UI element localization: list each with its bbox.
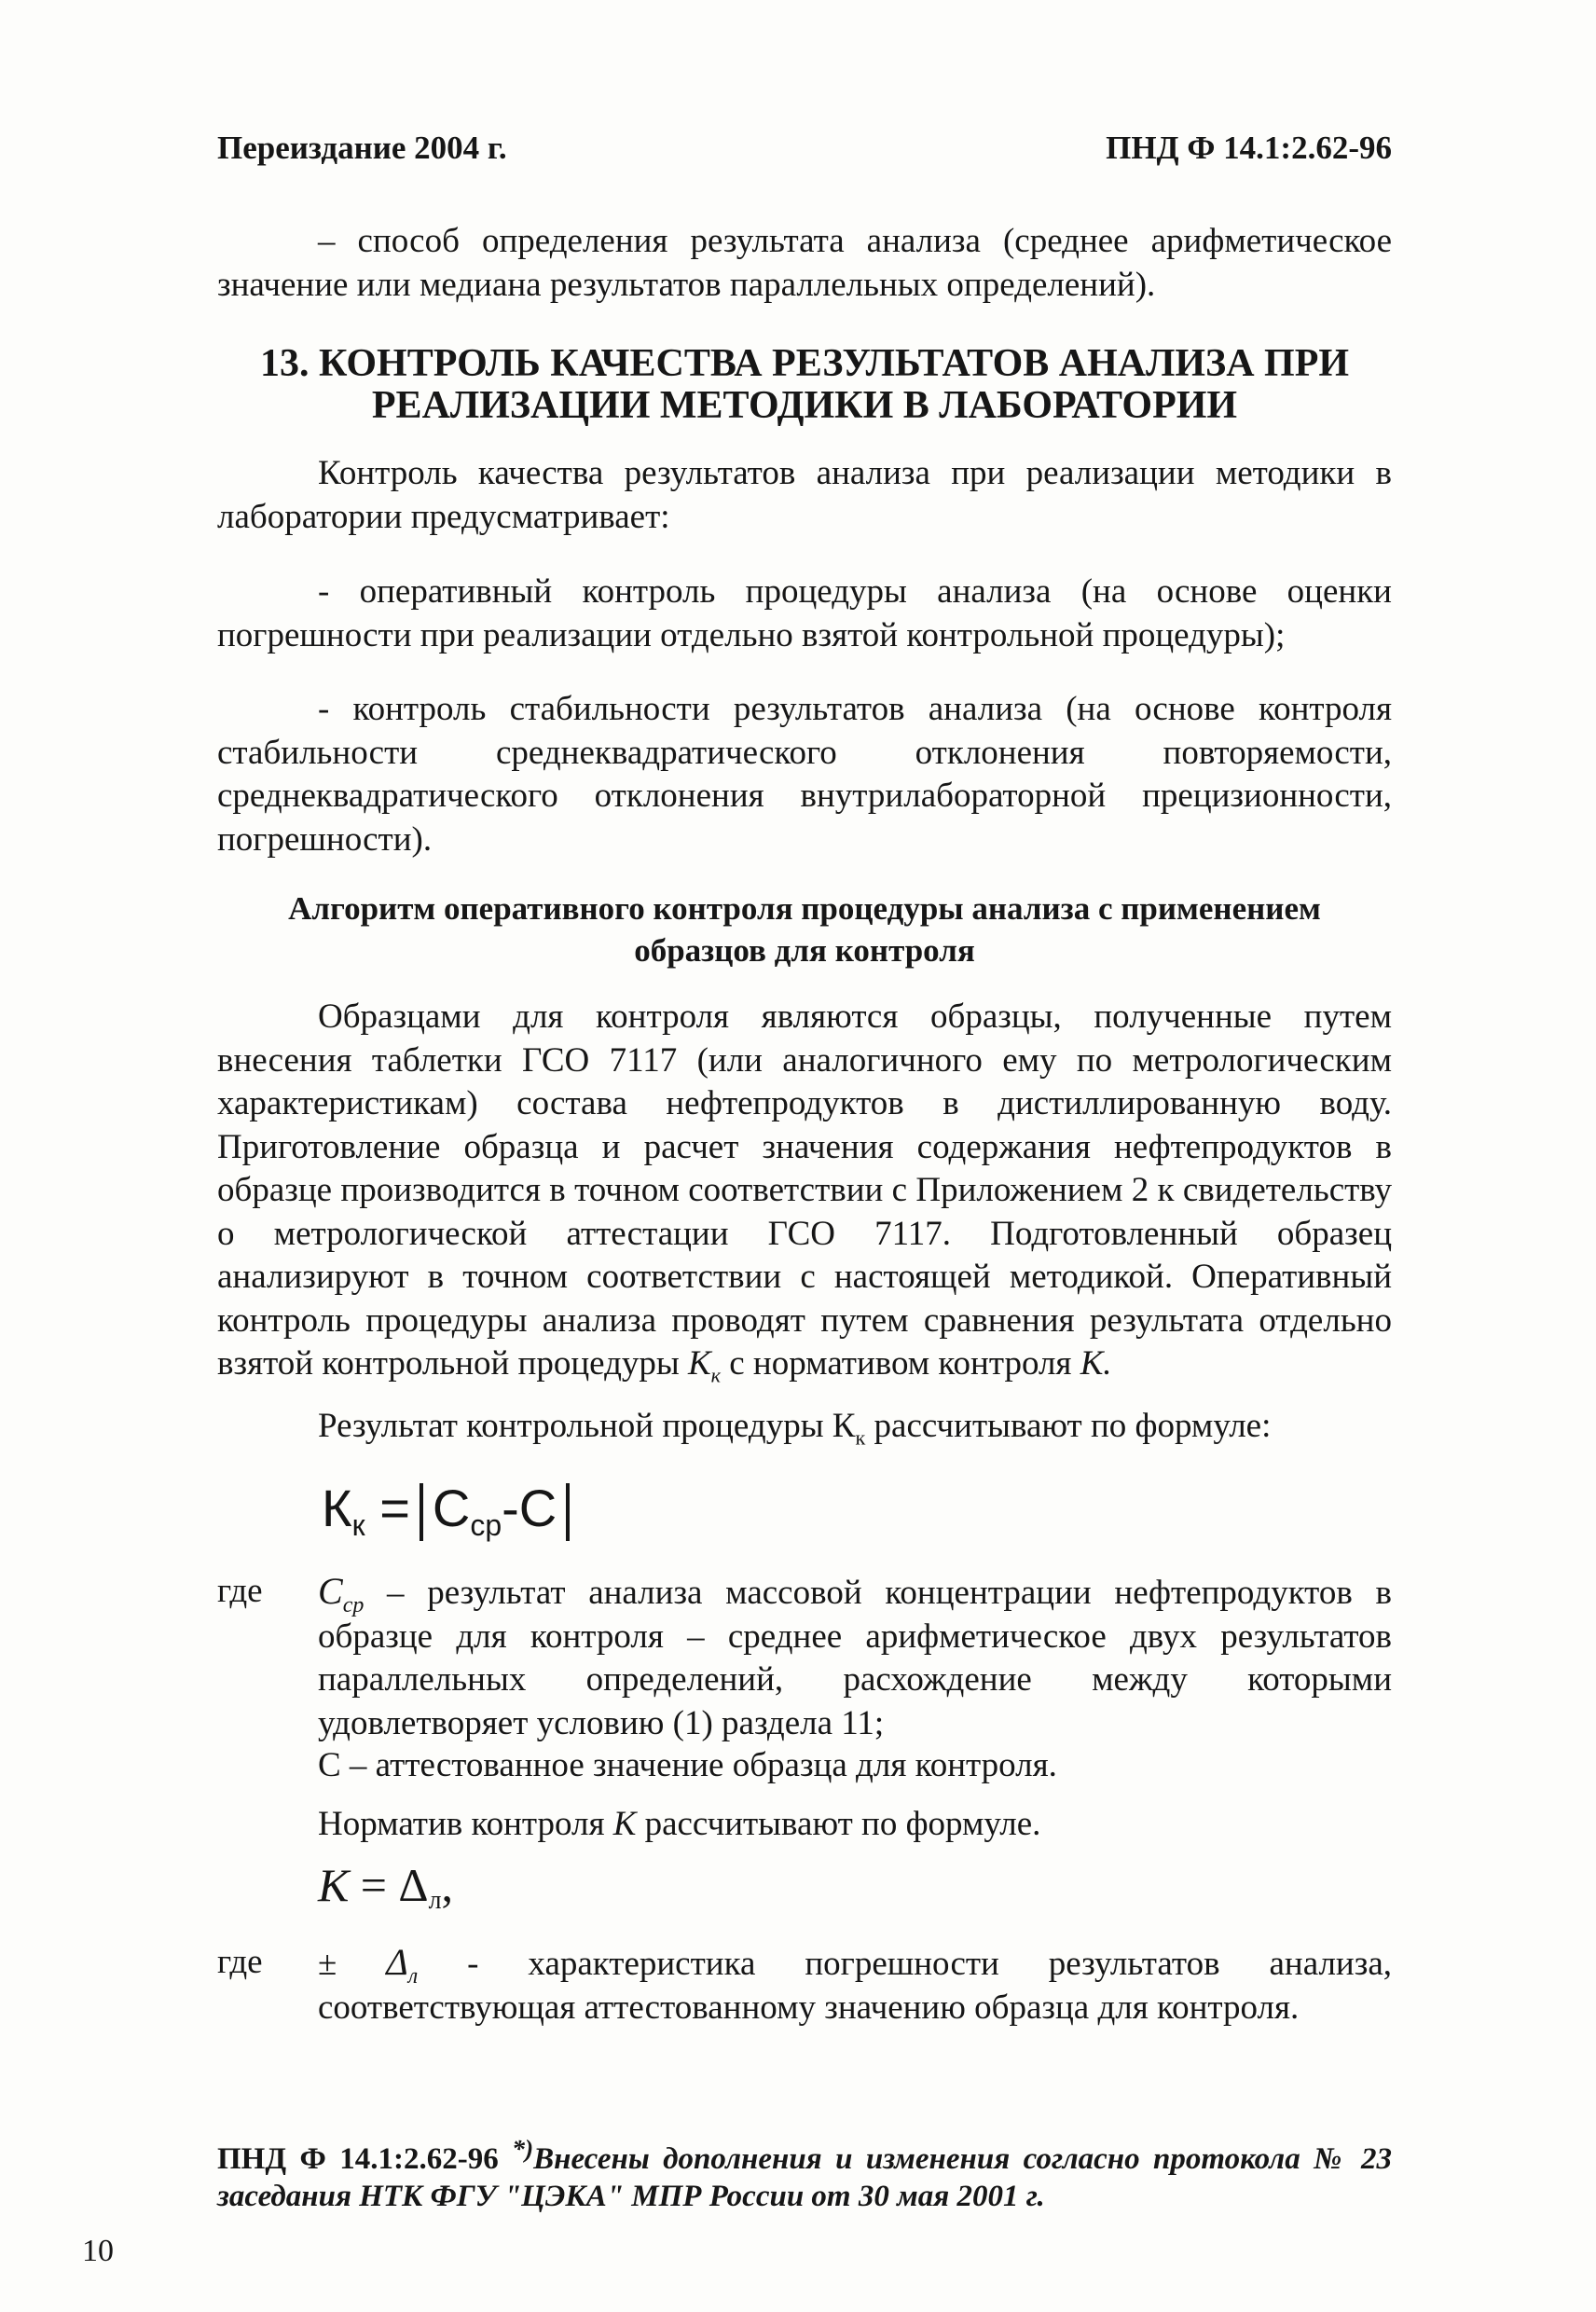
header-edition: Переиздание 2004 г. bbox=[217, 130, 507, 166]
formula-kk-minus: - bbox=[502, 1479, 519, 1537]
def2-label: где bbox=[217, 1943, 263, 1981]
symbol-delta-l: $\Delta_л$ bbox=[386, 1941, 419, 1989]
subheading-line-1: Алгоритм оперативного контроля процедуры анализа с применением bbox=[288, 890, 1321, 927]
formula-k-delta: $\Delta_л$ bbox=[398, 1859, 442, 1915]
symbol-csr: $С_{ср}$ bbox=[318, 1570, 365, 1617]
formula-k-comma: , bbox=[441, 1859, 454, 1911]
subheading-line-2: образцов для контроля bbox=[634, 932, 975, 969]
footnote-text: Внесены дополнения и изменения согласно протокола № 23 заседания НТК ФГУ "ЦЭКА" МПР России от 30 мая 2001 г. bbox=[217, 2142, 1393, 2213]
page-number: 10 bbox=[82, 2234, 114, 2268]
section-heading-line-1: 13. КОНТРОЛЬ КАЧЕСТВА РЕЗУЛЬТАТОВ АНАЛИЗА ПРИ bbox=[259, 342, 1350, 385]
paragraph-formula-intro: Результат контрольной процедуры $К_к$ рассчитывают по формуле: bbox=[318, 1407, 1272, 1450]
paragraph-control-samples bbox=[217, 996, 1392, 1397]
paragraph-stability-control: - контроль стабильности результатов анализа (на основе контроля стабильности среднеквадратического отклонения повторяемости, среднеквадратического отклонения внутрилабораторной прецизионности, погрешности). bbox=[217, 690, 1392, 859]
formula-kk-csr: $С_{ср}$ bbox=[432, 1479, 502, 1542]
formula-k bbox=[318, 1857, 453, 1913]
formula-kk-equals: = bbox=[379, 1479, 410, 1537]
def1-label: где bbox=[217, 1572, 263, 1610]
formula-k-equals: = bbox=[360, 1859, 387, 1911]
footnote-marker: *) bbox=[512, 2134, 534, 2163]
paragraph-norm-intro: Норматив контроля К рассчитывают по формуле. bbox=[318, 1805, 1041, 1843]
formula-kk-lhs: $К_к$ bbox=[322, 1479, 365, 1542]
section-heading bbox=[217, 343, 1392, 427]
def1-body bbox=[318, 1570, 1392, 1745]
control-samples-tail: с нормативом контроля bbox=[729, 1344, 1072, 1383]
symbol-kk: $К_к$ bbox=[688, 1344, 721, 1387]
paragraph-quality-control: Контроль качества результатов анализа при реализации методики в лаборатории предусматривает: bbox=[217, 454, 1392, 536]
def1-text: – результат анализа массовой концентрации нефтепродуктов в образце для контроля – среднее арифметическое двух результатов параллельных определений, расхождение между которыми удовлетворяет условию (1) раздела 11; bbox=[318, 1574, 1392, 1742]
def2-text: - характеристика погрешности результатов анализа, соответствующая аттестованному значению образца для контроля. bbox=[318, 1945, 1393, 2027]
intro-paragraph: – способ определения результата анализа (среднее арифметическое значение или медиана результатов параллельных определений). bbox=[217, 222, 1392, 304]
formula-kk-c: С bbox=[518, 1479, 557, 1537]
paragraph-c-definition: С – аттестованное значение образца для контроля. bbox=[318, 1746, 1057, 1784]
abs-bar-left bbox=[420, 1483, 423, 1541]
symbol-plus-minus: ± bbox=[318, 1945, 337, 1983]
abs-bar-right bbox=[566, 1483, 570, 1541]
formula-k-lhs: К bbox=[318, 1859, 350, 1911]
subheading-algorithm bbox=[217, 888, 1392, 971]
paragraph-operative-control: - оперативный контроль процедуры анализа (на основе оценки погрешности при реализации отдельно взятой контрольной процедуры); bbox=[217, 572, 1392, 654]
symbol-k: К. bbox=[1080, 1344, 1112, 1383]
symbol-k-norm: К bbox=[612, 1805, 637, 1843]
def2-body bbox=[318, 1941, 1392, 2030]
footnote-code: ПНД Ф 14.1:2.62-96 bbox=[217, 2142, 499, 2176]
control-samples-text: Образцами для контроля являются образцы, полученные путем внесения таблетки ГСО 7117 (или аналогичного ему по метрологическим характеристикам) состава нефтепродуктов в дистиллированную воду. Приготовление образца и расчет значения содержания нефтепродуктов в образце производится в точном соответствии с Приложением 2 к свидетельству о метрологической аттестации ГСО 7117. Подготовленный образец анализируют в точном соответствии с настоящей методикой. Оперативный контроль процедуры анализа проводят путем сравнения результата отдельно взятой контрольной процедуры bbox=[217, 998, 1392, 1383]
footnote bbox=[217, 2130, 1392, 2215]
section-heading-line-2: РЕАЛИЗАЦИИ МЕТОДИКИ В ЛАБОРАТОРИИ bbox=[371, 384, 1238, 427]
header-document-code: ПНД Ф 14.1:2.62-96 bbox=[1106, 130, 1392, 166]
formula-kk bbox=[322, 1476, 579, 1541]
